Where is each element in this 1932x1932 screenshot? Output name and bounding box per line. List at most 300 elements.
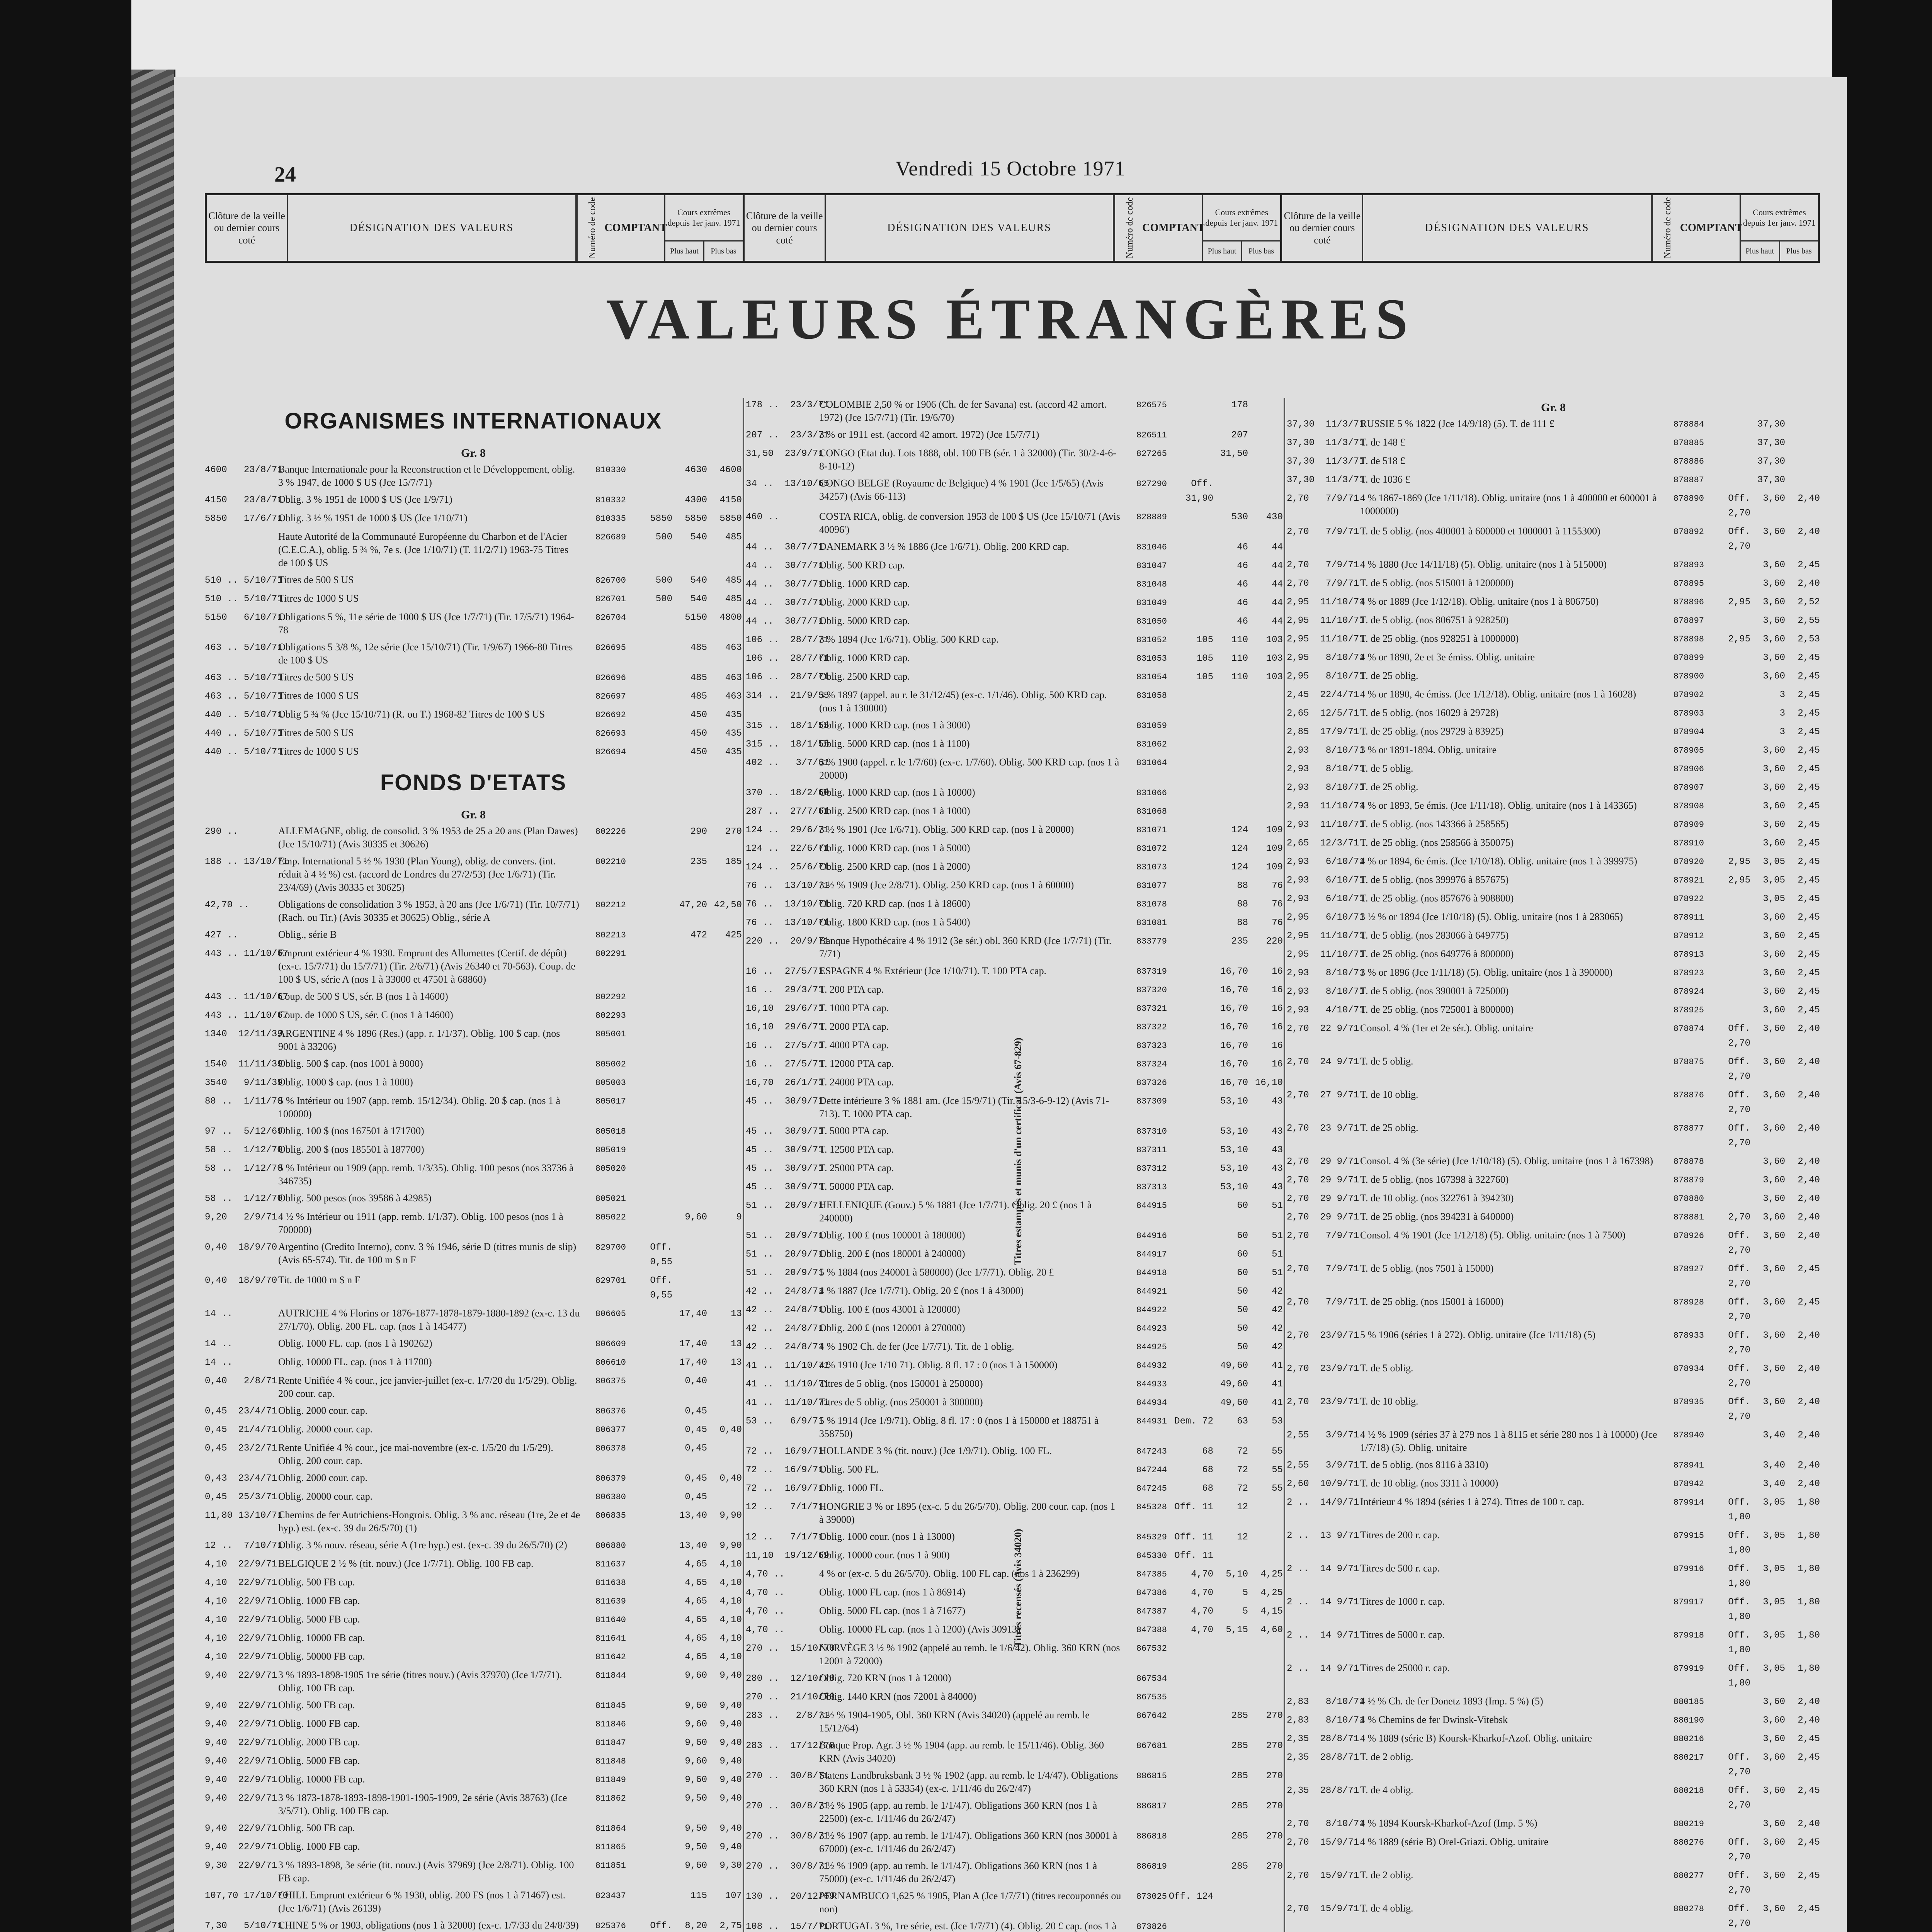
year-low: 16 [1272, 1041, 1283, 1051]
security-code: 878893 [1673, 560, 1704, 570]
header-plus-haut: Plus haut [1203, 242, 1242, 261]
previous-close: 2,70 24 9/71 [1287, 1057, 1359, 1067]
security-row [746, 804, 1283, 819]
year-low: 2,45 [1798, 949, 1820, 960]
security-code: 867681 [1136, 1741, 1167, 1751]
year-low: 463 [725, 673, 742, 683]
cash-price: Off. 2,70 [1728, 1231, 1750, 1256]
security-code: 811846 [595, 1719, 626, 1729]
year-low: 43 [1272, 1126, 1283, 1137]
security-designation: Dette intérieure 3 % 1881 am. (Jce 15/9/71) (Tir. 15/3-6-9-12) (Avis 71-713). T. 1000 PTA cap. [819, 1095, 1109, 1119]
security-designation: Titres de 500 $ US [278, 672, 354, 683]
security-designation: 4 ½ % Intérieur ou 1911 (app. remb. 1/1/37). Oblig. 100 pesos (nos 1 à 700000) [278, 1211, 563, 1235]
security-designation: Statens Landbruksbank 3 ½ % 1902 (app. au remb. le 1/4/47). Obligations 360 KRN (nos 1 à 53354) (ex-c. 1/11/46 du 26/2/47) [819, 1770, 1118, 1794]
security-code: 878906 [1673, 764, 1704, 774]
previous-close: 9,20 2/9/71 [205, 1212, 277, 1223]
security-designation: T. de 5 oblig. (nos 283066 à 649775) [1360, 930, 1509, 941]
security-code: 845329 [1136, 1532, 1167, 1542]
security-designation: BELGIQUE 2 ½ % (tit. nouv.) (Jce 1/7/71). Oblig. 100 FB cap. [278, 1558, 534, 1569]
book-background-right [1832, 0, 1932, 1932]
previous-close: 463 .. 5/10/71 [205, 673, 283, 683]
year-high: 16,70 [1220, 1078, 1248, 1088]
previous-close: 16,10 29/6/71 [746, 1003, 824, 1014]
security-code: 878928 [1673, 1298, 1704, 1307]
security-row [205, 1699, 742, 1713]
security-code: 827290 [1136, 479, 1167, 489]
year-high: 124 [1231, 862, 1248, 872]
cash-price: 4,70 [1191, 1625, 1213, 1635]
security-designation: 3 ½ % 1909 (Jce 2/8/71). Oblig. 250 KRD cap. (nos 1 à 60000) [819, 879, 1074, 891]
previous-close: 443 .. 11/10/67 [205, 992, 289, 1002]
security-designation: CHINE 5 % or 1903, obligations (nos 1 à 32000) (ex-c. 1/7/33 du 24/8/39) [278, 1920, 579, 1931]
year-low: 103 [1266, 672, 1283, 682]
cash-price: 4,70 [1191, 1588, 1213, 1598]
security-designation: Oblig 5 ¾ % (Jce 15/10/71) (R. ou T.) 1968-82 Titres de 100 $ US [278, 709, 545, 720]
year-low: 2,40 [1798, 578, 1820, 589]
year-low: 435 [725, 728, 742, 739]
previous-close: 12 .. 7/1/71 [746, 1502, 824, 1512]
security-row [1287, 1458, 1820, 1473]
security-code: 831059 [1136, 721, 1167, 731]
security-designation: Oblig. 20000 cour. cap. [278, 1423, 373, 1435]
cash-price: Off. 11 [1174, 1502, 1213, 1512]
security-code: 831066 [1136, 788, 1167, 798]
security-code: 831077 [1136, 881, 1167, 891]
security-designation: T. de 5 oblig. (nos 400001 à 600000 et 1000001 à 1155300) [1360, 526, 1600, 537]
security-row [205, 1889, 742, 1915]
security-row [1287, 1495, 1820, 1525]
year-low: 270 [1266, 1711, 1283, 1721]
security-row [1287, 1628, 1820, 1658]
year-high: 16,70 [1220, 1003, 1248, 1014]
security-designation: T. de 25 oblig. [1360, 1122, 1418, 1133]
security-designation: 3 ½ % 1901 (Jce 1/6/71). Oblig. 500 KRD cap. (nos 1 à 20000) [819, 824, 1074, 835]
year-high: 285 [1231, 1861, 1248, 1872]
year-low: 13 [731, 1357, 742, 1368]
cash-price: 5850 [650, 514, 672, 524]
security-designation: 3 ½ % 1904-1905, Obl. 360 KRN (Avis 34020) (appelé au remb. le 15/12/64) [819, 1709, 1090, 1734]
security-row [746, 916, 1283, 930]
previous-close: 41 .. 11/10/71 [746, 1379, 830, 1389]
security-designation: Consol. 4 % 1901 (Jce 1/12/18) (5). Oblig. unitaire (nos 1 à 7500) [1360, 1230, 1626, 1241]
security-row [205, 1821, 742, 1836]
year-high: 3,05 [1763, 1597, 1785, 1607]
previous-close: 9,40 22/9/71 [205, 1775, 277, 1785]
header-plus-bas: Plus bas [1786, 247, 1812, 255]
security-code: 831071 [1136, 825, 1167, 835]
security-row [1287, 1562, 1820, 1591]
year-low: 2,40 [1798, 1479, 1820, 1489]
security-row [1287, 873, 1820, 888]
cash-price: Off. 0,55 [650, 1242, 672, 1267]
security-row [1287, 1902, 1820, 1931]
cash-price: Off. 1,80 [1728, 1497, 1750, 1522]
year-low: 2,40 [1798, 1212, 1820, 1223]
previous-close: 31,50 23/9/71 [746, 449, 824, 459]
previous-close: 270 .. 21/10/70 [746, 1692, 835, 1702]
security-row [746, 398, 1283, 424]
year-high: 290 [690, 827, 707, 837]
cash-price: 2,95 [1728, 875, 1750, 886]
security-code: 826697 [595, 692, 626, 701]
previous-close: 12 .. 7/10/71 [205, 1541, 283, 1551]
security-code: 831054 [1136, 672, 1167, 682]
year-low: 2,45 [1798, 671, 1820, 682]
security-code: 879917 [1673, 1597, 1704, 1607]
security-designation: T. de 5 oblig. (nos 16029 à 29728) [1360, 707, 1499, 718]
security-designation: T. 5000 PTA cap. [819, 1125, 889, 1136]
previous-close: 4,70 .. [746, 1569, 785, 1580]
year-high: 13,40 [679, 1541, 707, 1551]
security-code: 805003 [595, 1078, 626, 1088]
security-row [1287, 1229, 1820, 1258]
header-plus-haut: Plus haut [1741, 242, 1780, 261]
previous-close: 2,70 7/9/71 [1287, 578, 1359, 589]
year-low: 2,40 [1798, 493, 1820, 504]
year-high: 9,60 [685, 1861, 707, 1871]
year-high: 3,60 [1763, 1819, 1785, 1829]
previous-close: 2,95 11/10/71 [1287, 949, 1365, 960]
year-low: 2,45 [1798, 1871, 1820, 1881]
security-code: 806379 [595, 1474, 626, 1483]
security-row [746, 670, 1283, 685]
year-high: 9,60 [685, 1775, 707, 1785]
year-low: 16 [1272, 1003, 1283, 1014]
security-row [205, 855, 742, 894]
header-designation: DÉSIGNATION DES VALEURS [1363, 195, 1652, 261]
previous-close: 510 .. 5/10/71 [205, 594, 283, 604]
year-low: 2,45 [1798, 1752, 1820, 1763]
security-code: 844915 [1136, 1201, 1167, 1211]
security-code: 867642 [1136, 1711, 1167, 1721]
security-designation: Titres de 1000 $ US [278, 746, 359, 757]
security-designation: Oblig. 100 £ (nos 43001 à 120000) [819, 1304, 960, 1315]
year-high: 178 [1231, 400, 1248, 410]
security-code: 828889 [1136, 512, 1167, 522]
security-row [1287, 1088, 1820, 1117]
security-code: 878911 [1673, 913, 1704, 922]
security-row [205, 1162, 742, 1188]
security-code: 825376 [595, 1921, 626, 1931]
security-designation: Titres de 500 r. cap. [1360, 1563, 1440, 1574]
year-high: 37,30 [1757, 438, 1785, 448]
year-high: 50 [1237, 1323, 1248, 1334]
section-title: VALEURS ÉTRANGÈRES [606, 287, 1415, 351]
security-row [205, 1057, 742, 1072]
year-high: 3,60 [1763, 1752, 1785, 1763]
cash-price: Dem. 72 [1174, 1416, 1213, 1427]
security-code: 878880 [1673, 1194, 1704, 1204]
year-high: 0,45 [685, 1425, 707, 1435]
previous-close: 2 .. 14/9/71 [1287, 1497, 1359, 1508]
security-designation: T. de 10 oblig. [1360, 1089, 1418, 1100]
cash-price: 2,95 [1728, 857, 1750, 867]
security-code: 802293 [595, 1011, 626, 1020]
cash-price: 68 [1202, 1483, 1213, 1494]
security-code: 829701 [595, 1276, 626, 1286]
year-high: 53,10 [1220, 1163, 1248, 1174]
year-low: 220 [1266, 936, 1283, 947]
security-designation: Oblig. 500 FB cap. [278, 1699, 355, 1711]
security-designation: T. de 25 oblig. (nos 928251 à 1000000) [1360, 633, 1519, 644]
year-low: 463 [725, 691, 742, 702]
previous-close: 2,35 28/8/71 [1287, 1752, 1359, 1763]
year-high: 3,40 [1763, 1460, 1785, 1471]
security-code: 847386 [1136, 1588, 1167, 1598]
year-low: 4,10 [719, 1578, 742, 1588]
security-row [1287, 669, 1820, 684]
year-high: 485 [690, 643, 707, 653]
security-row [1287, 558, 1820, 573]
year-low: 42 [1272, 1342, 1283, 1352]
year-low: 2,45 [1798, 653, 1820, 663]
security-designation: Oblig. 5000 FB cap. [278, 1755, 360, 1766]
year-low: 1,80 [1798, 1663, 1820, 1674]
year-high: 72 [1237, 1483, 1248, 1494]
year-high: 3 [1779, 727, 1785, 737]
year-high: 3,60 [1763, 1194, 1785, 1204]
previous-close: 287 .. 27/7/61 [746, 806, 830, 817]
security-row [746, 689, 1283, 715]
previous-close: 11,80 13/10/71 [205, 1510, 283, 1521]
year-low: 485 [725, 575, 742, 586]
previous-close: 124 .. 22/6/71 [746, 844, 830, 854]
year-low: 42 [1272, 1286, 1283, 1297]
previous-close: 2,55 3/9/71 [1287, 1460, 1359, 1471]
year-low: 2,45 [1798, 875, 1820, 886]
year-low: 2,45 [1798, 820, 1820, 830]
security-designation: Oblig. 1800 KRD cap. (nos 1 à 5400) [819, 917, 970, 928]
security-row [1287, 762, 1820, 777]
previous-close: 44 .. 30/7/71 [746, 561, 824, 571]
year-high: 3,60 [1763, 1364, 1785, 1374]
security-row [1287, 1695, 1820, 1709]
year-low: 2,52 [1798, 597, 1820, 607]
book-spine [131, 70, 175, 1932]
previous-close: 9,40 22/9/71 [205, 1793, 277, 1804]
year-low: 41 [1272, 1379, 1283, 1389]
header-cloture: Clôture de la veille ou dernier cours coté [745, 195, 826, 261]
header-plus-bas: Plus bas [1248, 247, 1274, 255]
year-high: 0,45 [685, 1406, 707, 1417]
vertical-note: Titres estampés et munis d'un certificat (Avis 67-829) [1012, 1037, 1024, 1265]
security-row [205, 512, 742, 526]
security-row [746, 1920, 1283, 1932]
security-designation: T. de 148 £ [1360, 437, 1405, 448]
previous-close: 44 .. 30/7/71 [746, 598, 824, 608]
year-high: 3,60 [1763, 1156, 1785, 1167]
year-high: 0,40 [685, 1376, 707, 1386]
previous-close: 2,93 8/10/71 [1287, 782, 1365, 793]
security-code: 844933 [1136, 1379, 1167, 1389]
year-high: 530 [1231, 512, 1248, 522]
security-designation: 3 % 1893-1898, 3e série (tit. nouv.) (Avis 37969) (Jce 2/8/71). Oblig. 100 FB cap. [278, 1859, 574, 1884]
security-code: 806835 [595, 1511, 626, 1520]
cash-price: Off. 2,70 [1728, 493, 1750, 519]
year-high: 9,60 [685, 1212, 707, 1223]
previous-close: 124 .. 29/6/71 [746, 825, 830, 835]
year-low: 9,40 [719, 1719, 742, 1730]
security-designation: Oblig. 3 ½ % 1951 de 1000 $ US (Jce 1/10/71) [278, 512, 468, 524]
header-cloture: Clôture de la veille ou dernier cours coté [207, 195, 288, 261]
previous-close: 16,10 29/6/71 [746, 1022, 824, 1032]
security-designation: AUTRICHE 4 % Florins or 1876-1877-1878-1879-1880-1892 (ex-c. 13 du 27/1/70). Oblig. 200 FL. cap. (nos 1 à 145477) [278, 1308, 580, 1332]
security-designation: 3 ½ % 1909 (app. au remb. le 1/1/47). Obligations 360 KRN (nos 1 à 75000) (ex-c. 1/11/46 du 26/2/47) [819, 1860, 1097, 1884]
year-low: 9,40 [719, 1823, 742, 1834]
security-designation: T. de 5 oblig. (nos 143366 à 258565) [1360, 818, 1509, 830]
security-designation: PERNAMBUCO 1,625 % 1905, Plan A (Jce 1/7/71) (titres recouponnés ou non) [819, 1890, 1121, 1915]
year-low: 9,40 [719, 1738, 742, 1748]
security-row [746, 860, 1283, 875]
security-code: 831052 [1136, 635, 1167, 645]
year-high: 4,65 [685, 1559, 707, 1570]
security-code: 867534 [1136, 1674, 1167, 1684]
security-code: 878913 [1673, 950, 1704, 959]
security-row [205, 1576, 742, 1590]
year-high: 53,10 [1220, 1096, 1248, 1107]
security-row [205, 928, 742, 943]
security-code: 878900 [1673, 672, 1704, 681]
security-designation: Oblig. 10000 FL. cap. (nos 1 à 11700) [278, 1356, 432, 1367]
security-designation: Oblig. 2000 cour. cap. [278, 1405, 368, 1416]
year-high: 3,05 [1763, 1564, 1785, 1574]
previous-close: 16 .. 27/5/71 [746, 1059, 824, 1070]
security-code: 873826 [1136, 1922, 1167, 1932]
security-row [1287, 966, 1820, 981]
year-low: 13 [731, 1309, 742, 1319]
year-high: 3,05 [1763, 894, 1785, 904]
column-header-group [745, 195, 1282, 261]
previous-close: 2,70 23/9/71 [1287, 1364, 1359, 1374]
security-designation: Titres de 1000 $ US [278, 690, 359, 701]
security-designation: CONGO (Etat du). Lots 1888, obl. 100 FB (sér. 1 à 32000) (Tir. 30/2-4-6-8-10-12) [819, 447, 1116, 472]
security-designation: Oblig. 1000 $ cap. (nos 1 à 1000) [278, 1077, 413, 1088]
cash-price: 105 [1196, 635, 1213, 645]
year-high: 472 [690, 930, 707, 940]
security-code: 878903 [1673, 709, 1704, 718]
security-code: 802292 [595, 992, 626, 1002]
year-low: 0,40 [719, 1425, 742, 1435]
security-row [205, 1374, 742, 1400]
cash-price: Off. 1,80 [1728, 1597, 1750, 1622]
year-high: 5 [1242, 1588, 1248, 1598]
previous-close: 463 .. 5/10/71 [205, 691, 283, 702]
security-row [205, 1840, 742, 1855]
section-heading: FONDS D'ETATS [380, 770, 567, 795]
security-code: 844917 [1136, 1250, 1167, 1259]
previous-close: 44 .. 30/7/71 [746, 616, 824, 627]
security-designation: Oblig. 2000 KRD cap. [819, 597, 910, 608]
security-row [205, 745, 742, 760]
year-high: 3,60 [1763, 1330, 1785, 1341]
cash-price: Off. 2,70 [1728, 1123, 1750, 1148]
year-low: 103 [1266, 635, 1283, 645]
security-code: 831047 [1136, 561, 1167, 571]
security-designation: 4 ½ % 1909 (séries 37 à 279 nos 1 à 8115 et série 280 nos 1 à 10000) (Jce 1/7/18) (5). Oblig. unitaire [1360, 1429, 1657, 1453]
cash-price: Off. 2,70 [1728, 1297, 1750, 1322]
previous-close: 37,30 11/3/71 [1287, 438, 1365, 448]
security-designation: Consol. 4 % (3e série) (Jce 1/10/18) (5). Oblig. unitaire (nos 1 à 167398) [1360, 1155, 1653, 1167]
security-row [1287, 1477, 1820, 1492]
year-high: 235 [690, 857, 707, 867]
previous-close: 45 .. 30/9/71 [746, 1145, 824, 1155]
year-high: 4,65 [685, 1652, 707, 1662]
cash-price: 105 [1196, 672, 1213, 682]
year-low: 9,90 [719, 1541, 742, 1551]
previous-close: 9,40 22/9/71 [205, 1670, 277, 1681]
security-code: 878876 [1673, 1090, 1704, 1100]
previous-close: 460 .. [746, 512, 779, 522]
security-designation: Oblig. 500 FB cap. [278, 1822, 355, 1833]
cash-price: 68 [1202, 1465, 1213, 1475]
security-code: 879914 [1673, 1498, 1704, 1507]
year-high: 12 [1237, 1532, 1248, 1543]
security-code: 831073 [1136, 862, 1167, 872]
year-high: 3,60 [1763, 1871, 1785, 1881]
previous-close: 2,83 8/10/71 [1287, 1715, 1365, 1726]
year-high: 9,60 [685, 1738, 707, 1748]
security-code: 878910 [1673, 838, 1704, 848]
security-row [205, 1919, 742, 1932]
previous-close: 9,40 22/9/71 [205, 1842, 277, 1852]
previous-close: 2,93 8/10/71 [1287, 986, 1365, 997]
security-code: 878884 [1673, 420, 1704, 429]
year-high: 37,30 [1757, 456, 1785, 467]
year-low: 109 [1266, 825, 1283, 835]
year-low: 1,80 [1798, 1597, 1820, 1607]
cash-price: Off. 2,70 [1728, 1364, 1750, 1389]
security-designation: T. de 5 oblig. (nos 390001 à 725000) [1360, 985, 1509, 997]
security-designation: 4 % 1887 (Jce 1/7/71). Oblig. 20 £ (nos 1 à 43000) [819, 1285, 1024, 1296]
year-high: 46 [1237, 542, 1248, 553]
security-row [1287, 1362, 1820, 1391]
year-high: 9,50 [685, 1842, 707, 1852]
security-row [205, 689, 742, 704]
year-low: 9,40 [719, 1701, 742, 1711]
year-high: 3,05 [1763, 1497, 1785, 1508]
security-designation: Banque Internationale pour la Reconstruction et le Développement, oblig. 3 % 1947, de 1000 $ US (Jce 15/7/71) [278, 464, 575, 488]
year-high: 0,45 [685, 1492, 707, 1502]
previous-close: 4,70 .. [746, 1625, 785, 1635]
security-code: 837311 [1136, 1145, 1167, 1155]
security-row [1287, 1155, 1820, 1169]
previous-close: 72 .. 16/9/71 [746, 1446, 824, 1457]
security-designation: 3 % 1897 (appel. au r. le 31/12/45) (ex-c. 1/1/46). Oblig. 500 KRD cap. (nos 1 à 130000) [819, 689, 1107, 714]
previous-close: 97 .. 5/12/69 [205, 1126, 283, 1137]
security-code: 805021 [595, 1194, 626, 1204]
security-row [1287, 1395, 1820, 1424]
header-extremes-title: Cours extrêmes depuis 1er janv. 1971 [1741, 195, 1818, 242]
cash-price: Off. 11 [1174, 1551, 1213, 1561]
security-row [1287, 1003, 1820, 1018]
security-row [205, 1859, 742, 1885]
header-comptant: COMPTANT [1145, 195, 1203, 261]
cash-price: 4,70 [1191, 1569, 1213, 1580]
security-code: 844918 [1136, 1268, 1167, 1278]
security-designation: Titres de 25000 r. cap. [1360, 1662, 1450, 1673]
previous-close: 440 .. 5/10/71 [205, 728, 283, 739]
previous-close: 37,30 11/3/71 [1287, 475, 1365, 485]
year-low: 0,40 [719, 1473, 742, 1484]
security-designation: T. de 2 oblig. [1360, 1869, 1413, 1881]
previous-close: 88 .. 1/11/70 [205, 1096, 283, 1107]
security-designation: Oblig. 2000 FB cap. [278, 1736, 360, 1748]
security-designation: Oblig., série B [278, 929, 337, 940]
year-high: 5850 [685, 514, 707, 524]
security-designation: CONGO BELGE (Royaume de Belgique) 4 % 1901 (Jce 1/5/65) (Avis 34257) (Avis 66-113) [819, 478, 1104, 502]
previous-close: 51 .. 20/9/71 [746, 1249, 824, 1260]
security-designation: HOLLANDE 3 % (tit. nouv.) (Jce 1/9/71). Oblig. 100 FL. [819, 1445, 1052, 1456]
